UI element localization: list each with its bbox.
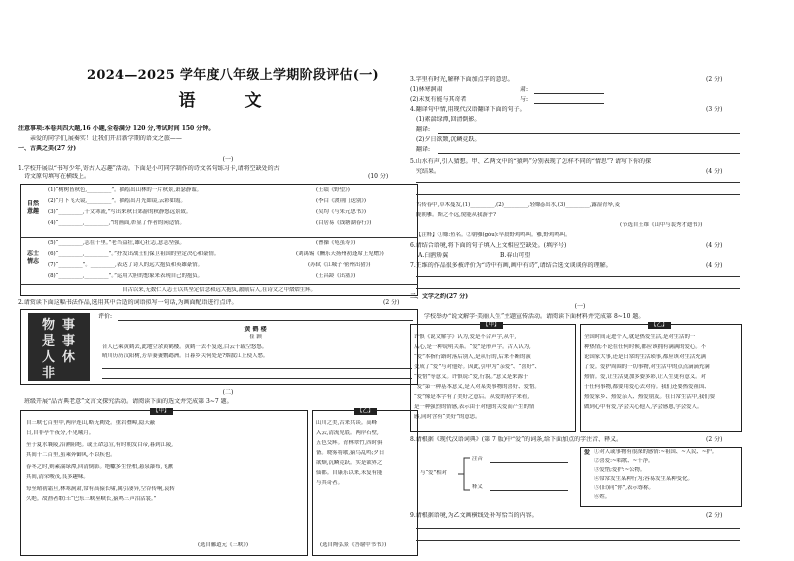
dict-sense: ①对人或事物有很深的感情:~祖国、~人民、~护。 (594, 449, 718, 455)
group-label-line: 自然 (26, 200, 39, 207)
q4-answer-label: 翻译: (416, 146, 431, 153)
subject-title: 语 文 (178, 91, 278, 111)
material-a-line: 变成了“爱”与对他好。因此,引申为“亲爱”、“喜好”、 (414, 364, 541, 370)
notice-line2: 亲爱的同学们,展奏实！让我们开启新学期的语文之旅—— (30, 135, 182, 142)
notice-line1: 注意事项:本卷共四大题,16 小题,全卷满分 120 分,考试时间 150 分钟。 (18, 125, 215, 132)
q7-answer-line[interactable] (416, 276, 740, 277)
material-b-line: 种热情;不论在任何时候,都应该拥有满满的爱心。不 (584, 344, 707, 350)
q4-item: (2)夕日欲颓,沉鳞竞跃。 (416, 136, 481, 143)
passage-a-line: 日,自非亭午夜分,不见曦月。 (26, 430, 95, 436)
q1-line: (1)“树树皆秋色,_________”。描绘出山林的一片秋景,萧瑟静谧。 (48, 187, 203, 193)
q3-score: (2 分) (706, 76, 723, 83)
q3-item-word: 肃: (520, 86, 529, 93)
q1-score: (10 分) (368, 173, 389, 180)
part-b-marker: (二) (222, 389, 234, 396)
calligraphy-char: 事 (62, 318, 76, 333)
comment-label: 评价: (98, 313, 113, 320)
calligraphy-image (28, 313, 90, 381)
calligraphy-char: 休 (62, 350, 76, 365)
passage-a-line: 自三峡七百里中,两岸连山,略无阙处。重岩叠嶂,隐天蔽 (26, 420, 156, 426)
q3-answer-line[interactable] (534, 93, 604, 94)
material-b-tag: 【乙】 (648, 322, 671, 329)
passage-b-line: 入云,清流见底。两岸石壁, (316, 430, 379, 436)
calligraphy-char: 人 (42, 350, 56, 365)
group-label-ambition (22, 250, 44, 266)
passage-a-line: 久绝。故渔者歌曰:“巴东三峡巫峡长,猿鸣三声泪沾裳。” (26, 496, 157, 502)
q1-source: (李白《渡荆门送别》) (316, 198, 367, 204)
material-a-tag: 【甲】 (480, 322, 503, 329)
q1-source: (王绩《野望》) (316, 187, 350, 193)
q4-stem: 4.翻译句中情,用现代汉语翻译下面的句子。 (410, 106, 526, 113)
q1-source: (刘禹锡《酬乐天扬州初逢席上见赠》) (296, 251, 384, 257)
material-a-line: “爱”像是本字有了美好之意后。从爱的初字来看, (414, 394, 530, 400)
part-a-marker: (一) (222, 156, 234, 163)
material-a-line: 从心,是一种说明关系。“爱”是形声字。古人认为, (414, 344, 531, 350)
calligraphy-char: 非 (42, 366, 56, 381)
q9-answer-line[interactable] (416, 540, 740, 541)
q1-line: (8)“_________,_________”。”运用大胆的想象来表现自己的抱负。 (48, 273, 204, 279)
q2-stem: 2.请赏读下面这幅书法作品,选用其中合适的词语拟写一句话,为画面配语进行点评。 (18, 299, 238, 306)
q8-diagram-left: 与“爱”相对 (420, 470, 448, 476)
q8-bracket (458, 456, 472, 492)
group-label-line: 情志 (26, 258, 39, 265)
passage-b-line: 山川之美,古来共谈。高峰 (316, 420, 378, 426)
section2-part-a: (一) (574, 303, 586, 310)
group-label-nature (22, 200, 44, 216)
group-label-line: 意趣 (26, 208, 39, 215)
section1-heading: 一、古典之美(27 分) (18, 145, 77, 152)
q6-score: (4 分) (706, 242, 723, 249)
passage-b-line: 备。晓雾将歇,猿鸟乱鸣;夕日 (316, 450, 385, 456)
passage-c-source: (节选自王维《山中与裴秀才迪书》) (620, 222, 703, 228)
q6-option: A.白鸥矫翼 (418, 252, 449, 259)
passage-a-tag: 【甲】 (150, 408, 173, 415)
q4-answer-label: 翻译: (416, 126, 431, 133)
q5-score: (4 分) (706, 168, 723, 175)
section2-intro: 学校举办“说文解字·美丽人生”主题宣传活动。请阅读下面材料并完成第 8~10 题。 (424, 313, 645, 320)
passage-b-line: 欲颓,沉鳞竞跃。实是欲界之 (316, 460, 383, 466)
material-b-line: 热爱家乡、热爱亲人、热爱朋友。在日常生活中,我们要 (584, 394, 716, 400)
dict-sense: ⑤(旧)同“你”,表示尊称。 (594, 485, 654, 491)
group-label-line: 志士 (26, 250, 39, 257)
q8-score: (2 分) (706, 436, 723, 443)
q2-score: (2 分) (383, 299, 400, 306)
material-b-line: 于任何事物,都要用爱心去对待。我们还要热爱祖国、 (584, 384, 710, 390)
q3-item-word: 与: (520, 96, 529, 103)
material-b-line: 全国时间走进个人,就是热爱生活,是对生活的一 (584, 334, 696, 340)
q3-stem: 3.字里有时光,解释下面加点字的意思。 (410, 76, 514, 83)
passage-c-line: 古传春中,草木蔓发,(1)_________,(2)_________,轻鲦◎出水,(3)_________,露湿青皋,麦 (416, 202, 621, 208)
q1-stem2: 诗文原句填写在横线上。 (24, 173, 91, 180)
q7-answer-line[interactable] (416, 288, 740, 289)
passage-c-note: 【注释】①鲦:鱼名。②朝雊(gòu):早晨野鸡鸣叫。雊,野鸡鸣叫。 (416, 232, 571, 238)
poem-title: 黄 鹤 楼 (244, 326, 267, 333)
passage-a-line: 至于夏水襄陵,沿溯阻绝。或王命急宣,有时朝发白帝,暮到江陵, (26, 442, 174, 448)
q4-answer-line[interactable] (438, 153, 740, 154)
material-a-line: 是一种强烈的情感,表示由于对他的关爱而产生的情 (414, 404, 535, 410)
calligraphy-char: 物 (42, 318, 56, 333)
passage-a-line: 其间千二百里,虽乘奔御风,不以疾也。 (26, 452, 116, 458)
dict-sense: ④常常发生某种行为;容易发生某种变化。 (594, 476, 693, 482)
material-a-line: 感,同时含有“美好”的意思。 (414, 414, 481, 420)
q9-score: (2 分) (706, 512, 723, 519)
q4-answer-line[interactable] (438, 133, 740, 134)
q8-meaning-line[interactable] (490, 490, 568, 491)
q5-answer-line[interactable] (416, 182, 740, 183)
passage-c-line: 陇朝雊。斯之不远,傥能从我游乎? (416, 212, 497, 218)
q1-line: (4)“_________,_________,”的画面,彰显了作者的闲适情。 (48, 220, 185, 226)
q3-item-label: (2)未复有能与其奇者 (410, 96, 467, 103)
passage-a-line: 春冬之时,则素湍绿潭,回清倒影。绝巘多生怪柏,悬泉瀑布,飞漱 (26, 464, 174, 470)
q1-line: (5)“_________,志在千里。”老当益壮,雄心壮志,意志坚强。 (48, 240, 185, 246)
q4-item: (1)素湍绿潭,回清倒影。 (416, 116, 481, 123)
dict-sense: ③爱惜;爱护:~公物。 (594, 467, 646, 473)
q1-stem: 1.学校开展以“书写少年,寄古人志趣”活动。下面是小可同学制作的诗文名句练习卡,请将空缺处的古 (18, 165, 280, 172)
card-divider (20, 237, 418, 238)
exam-title: 2024—2025 学年度八年级上学期阶段评估(一) (87, 68, 379, 83)
calligraphy-char: 事 (62, 334, 76, 349)
calligraphy-art (28, 313, 90, 381)
material-b-line: 了爱。爱护周围的一切事物,对生活中的点点滴滴充满 (584, 364, 710, 370)
q1-line: (3)“_________,千文寒流,”写出来秋日郊游的秋静悠远景致。 (48, 209, 192, 215)
q1-source: (吴均《与朱元思书》) (316, 209, 367, 215)
q1-source: (曹操《龟虽寿》) (316, 240, 356, 246)
q1-footer: 自古以来,无数仁人志士以其坚定信念和远大抱负,激励后人,在诗文之中熠熠生辉。 (122, 287, 316, 293)
q5-answer-line[interactable] (416, 194, 740, 195)
q1-source: (苏轼《江城子·密州出猎》) (308, 262, 371, 268)
answer-line[interactable] (102, 368, 412, 369)
material-a-line: “爱惜”等意义。许慎说:“爱,行貌。”意义是来源于 (414, 374, 529, 380)
passage-a-source: (选自郦道元《三峡》) (198, 542, 249, 548)
dict-sense: ⑥姓。 (594, 494, 611, 500)
q6-option: B.春山可望 (500, 252, 531, 259)
dict-sense: ②喜爱:~唱歌、~干净。 (594, 458, 654, 464)
q9-answer-line[interactable] (416, 528, 740, 529)
q6-stem: 6.请结合语境,将下面的句子填入上文相应空缺处。(填序号) (410, 242, 567, 249)
material-b-line: 热情。爱,让生活更加多姿多彩,让人生更有意义。对 (584, 374, 707, 380)
q1-line: (2)“月下飞天镜,_________”。描绘出月光如镜,云彩如霞。 (48, 198, 186, 204)
comment-answer-line[interactable] (118, 320, 413, 321)
q1-line: (6)“_________,_________”。”抒发出战士们保卫祖国的坚定决心和豪情。 (48, 251, 220, 257)
q1-line: (7)“_________”。_________,表达了诗人的远大抱负和英雄豪情。 (48, 262, 204, 268)
passage-a-line: 每至晴初霜旦,林寒涧肃,常有高猿长啸,属引凄异,空谷传响,哀转 (26, 486, 175, 492)
q3-answer-line[interactable] (534, 103, 604, 104)
passage-b-line: 与其奇者。 (316, 480, 343, 486)
calligraphy-char: 是 (42, 334, 56, 349)
q1-source: (王昌龄《出塞》) (316, 273, 356, 279)
section2-heading: 二、文学之约(27 分) (410, 293, 469, 300)
passage-a-line: 其间,清荣峻茂,良多趣味。 (26, 474, 89, 480)
material-a-line: “爱”本指行路时落后别人,是从行的,后来不断的演 (414, 354, 531, 360)
passage-b-source: (选自陶弘景《答谢中书书》) (320, 542, 387, 548)
passage-b-tag: 【乙】 (354, 408, 377, 415)
q8-stem: 8.请根据《现代汉语词典》(第 7 版)中“爱”的词条,给下面加点的字注音、释义。 (410, 436, 623, 443)
material-a-line: “爱”第一种基本意义,是人对某类事物的喜好、爱惜。 (414, 384, 540, 390)
dict-headword: 爱 (584, 449, 591, 456)
q3-item-label: (1)林寒涧肃 (410, 86, 443, 93)
passage-b-line: 仙都。自康乐以来,未复有能 (316, 470, 383, 476)
q9-stem: 9.请根据语境,为乙文画横线处补写恰当的内容。 (410, 512, 538, 519)
q8-diagram-bottom: 释义 (472, 484, 483, 490)
poem-author: 崔 颢 (249, 334, 262, 340)
poem-line: 晴川历历汉阳树,芳草萋萋鹦鹉洲。日暮乡关何处是?烟波江上使人愁。 (102, 353, 269, 359)
material-b-line: 做到心中有爱,学会关心他人,学会感恩,学会爱人。 (584, 404, 703, 410)
answer-line[interactable] (102, 378, 412, 379)
q1-source: (白居易《钱塘湖春行》) (316, 220, 372, 226)
q7-score: (4 分) (706, 262, 723, 269)
q8-diagram-top: 注音 (472, 456, 483, 462)
material-b-line: 论国家大事,还是日常的生活琐事,都应该对生活充满 (584, 354, 707, 360)
q5-stem2: 究结果。 (416, 168, 441, 175)
q4-score: (3 分) (706, 106, 723, 113)
reading-intro: 班级开展“品古典老意”文言文探究活动。请阅读下面的选文并完成第 3~7 题。 (24, 398, 233, 405)
q5-stem: 5.山水有声,引人猜想。甲、乙两文中的“猿鸣”分别表现了怎样不同的“情思”? 请写下你的探 (410, 158, 652, 165)
poem-line: 昔人已乘黄鹤去,此地空余黄鹤楼。黄鹤一去不复返,白云千载空悠悠。 (102, 344, 268, 350)
right-column (410, 0, 745, 561)
q8-pinyin-line[interactable] (490, 462, 568, 463)
left-column (18, 0, 420, 561)
q7-stem: 7.王维的作品很多被评价为“诗中有画,画中有诗”,请结合选文谈谈你的理解。 (410, 262, 612, 269)
material-a-line: 许慎《说文解字》认为,爱是不合声字,从牛, (414, 334, 517, 340)
card-divider (20, 284, 418, 285)
passage-b-line: 五色交辉。青林翠竹,四时俱 (316, 440, 383, 446)
